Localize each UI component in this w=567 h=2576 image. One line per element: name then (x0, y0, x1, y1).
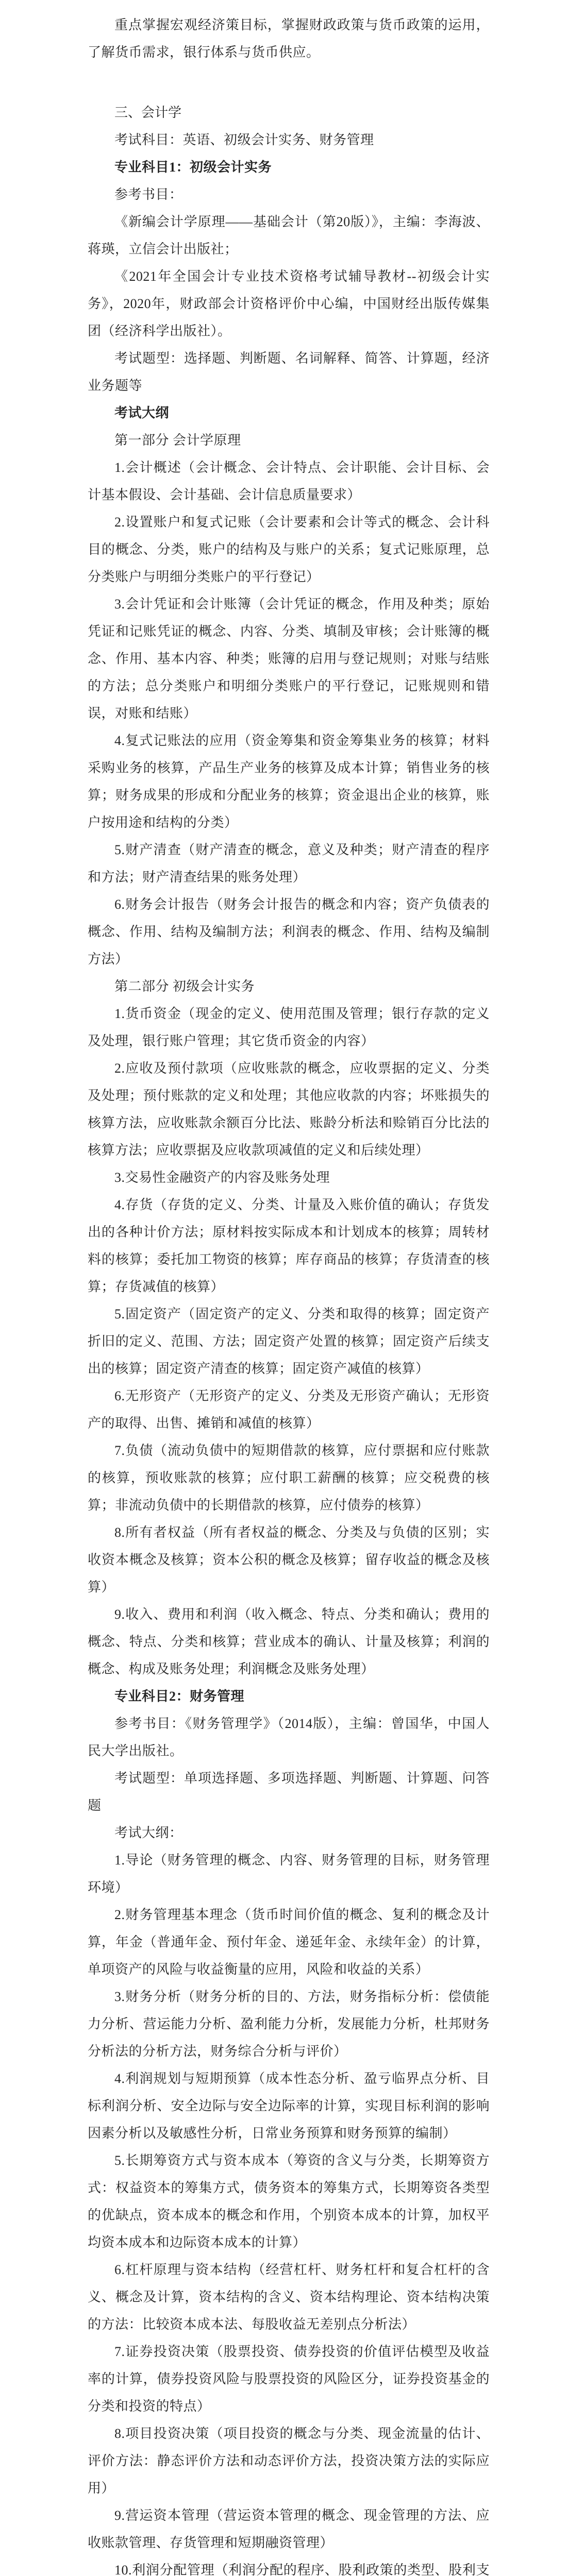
subheading: 考试大纲 (114, 405, 170, 420)
paragraph: 考试大纲： (114, 1825, 183, 1840)
paragraph: 1.会计概述（会计概念、会计特点、会计职能、会计目标、会计基本假设、会计基础、会计信息质量要求） (88, 460, 490, 502)
paragraph: 《2021年全国会计专业技术资格考试辅导教材--初级会计实务》，2020年，财政部会计资格评价中心编，中国财经出版传媒集团（经济科学出版社）。 (88, 269, 490, 338)
paragraph: 6.无形资产（无形资产的定义、分类及无形资产确认；无形资产的取得、出售、摊销和减值的核算） (88, 1388, 490, 1431)
paragraph: 7.证券投资决策（股票投资、债券投资的价值评估模型及收益率的计算，债券投资风险与股票投资的风险区分，证券投资基金的分类和投资的特点） (88, 2344, 490, 2414)
paragraph: 8.所有者权益（所有者权益的概念、分类及与负债的区别；实收资本概念及核算；资本公积的概念及核算；留存收益的概念及核算） (88, 1525, 490, 1595)
paragraph: 4.复式记账法的应用（资金筹集和资金筹集业务的核算；材料采购业务的核算，产品生产业务的核算及成本计算；销售业务的核算；财务成果的形成和分配业务的核算；资金退出企业的核算，账户按用途和结构的分类） (88, 733, 490, 830)
paragraph: 参考书目： (114, 187, 183, 202)
paragraph: 2.应收及预付款项（应收账款的概念，应收票据的定义、分类及处理；预付账款的定义和处理；其他应收款的内容；坏账损失的核算方法，应收账款余额百分比法、账龄分析法和赊销百分比法的核算方法；应收票据及应收款项减值的定义和后续处理） (88, 1061, 490, 1158)
paragraph: 参考书目：《财务管理学》（2014版），主编：曾国华，中国人民大学出版社。 (88, 1716, 490, 1758)
paragraph: 2.财务管理基本理念（货币时间价值的概念、复利的概念及计算，年金（普通年金、预付年金、递延年金、永续年金）的计算，单项资产的风险与收益衡量的应用，风险和收益的关系） (88, 1907, 490, 1977)
intro-paragraph: 重点掌握宏观经济策目标，掌握财政政策与货币政策的运用，了解货币需求，银行体系与货币供应。 (88, 18, 490, 60)
paragraph: 《新编会计学原理——基础会计（第20版）》，主编：李海波、蒋瑛，立信会计出版社； (88, 214, 490, 257)
paragraph: 3.交易性金融资产的内容及账务处理 (114, 1170, 330, 1185)
paragraph: 3.财务分析（财务分析的目的、方法，财务指标分析：偿债能力分析、营运能力分析、盈利能力分析，发展能力分析，杜邦财务分析法的分析方法，财务综合分析与评价） (88, 1989, 490, 2059)
paragraph: 6.财务会计报告（财务会计报告的概念和内容；资产负债表的概念、作用、结构及编制方法；利润表的概念、作用、结构及编制方法） (88, 897, 490, 967)
paragraph: 9.营运资本管理（营运资本管理的概念、现金管理的方法、应收账款管理、存货管理和短期融资管理） (88, 2508, 490, 2550)
paragraph: 4.存货（存货的定义、分类、计量及入账价值的确认；存货发出的各种计价方法；原材料按实际成本和计划成本的核算；周转材料的核算；委托加工物资的核算；库存商品的核算；存货清查的核算；存货减值的核算） (88, 1197, 490, 1294)
paragraph: 5.长期筹资方式与资本成本（筹资的含义与分类，长期筹资方式：权益资本的筹集方式，债务资本的筹集方式，长期筹资各类型的优缺点，资本成本的概念和作用，个别资本成本的计算，加权平均资本成本和边际资本成本的计算） (88, 2153, 490, 2250)
paragraph: 1.导论（财务管理的概念、内容、财务管理的目标，财务管理环境） (88, 1853, 490, 1895)
subheading: 专业科目1：初级会计实务 (114, 160, 272, 175)
paragraph: 2.设置账户和复式记账（会计要素和会计等式的概念、会计科目的概念、分类，账户的结构及与账户的关系；复式记账原理，总分类账户与明细分类账户的平行登记） (88, 515, 490, 584)
paragraph: 8.项目投资决策（项目投资的概念与分类、现金流量的估计、评价方法：静态评价方法和动态评价方法，投资决策方法的实际应用） (88, 2426, 490, 2496)
subheading: 专业科目2：财务管理 (114, 1689, 245, 1704)
paragraph: 5.固定资产（固定资产的定义、分类和取得的核算；固定资产折旧的定义、范围、方法；固定资产处置的核算；固定资产后续支出的核算；固定资产清查的核算；固定资产减值的核算） (88, 1307, 490, 1376)
section-heading: 三、会计学 (114, 105, 182, 120)
paragraph: 第二部分 初级会计实务 (114, 979, 255, 994)
paragraph: 6.杠杆原理与资本结构（经营杠杆、财务杠杆和复合杠杆的含义、概念及计算，资本结构的含义、资本结构理论、资本结构决策的方法：比较资本成本法、每股收益无差别点分析法） (88, 2262, 490, 2332)
paragraph: 考试题型：选择题、判断题、名词解释、简答、计算题，经济业务题等 (88, 351, 490, 393)
paragraph: 考试题型：单项选择题、多项选择题、判断题、计算题、问答题 (88, 1771, 490, 1813)
paragraph: 9.收入、费用和利润（收入概念、特点、分类和确认；费用的概念、特点、分类和核算；营业成本的确认、计量及核算；利润的概念、构成及账务处理；利润概念及账务处理） (88, 1607, 490, 1676)
paragraph: 5.财产清查（财产清查的概念，意义及种类；财产清查的程序和方法；财产清查结果的账务处理） (88, 842, 490, 885)
paragraph: 7.负债（流动负债中的短期借款的核算，应付票据和应付账款的核算，预收账款的核算；应付职工薪酬的核算；应交税费的核算；非流动负债中的长期借款的核算，应付债券的核算） (88, 1443, 490, 1513)
paragraph: 10.利润分配管理（利润分配的程序、股利政策的类型、股利支 (114, 2563, 490, 2576)
section-body (88, 126, 490, 2576)
paragraph: 考试科目：英语、初级会计实务、财务管理 (114, 132, 374, 147)
paragraph: 3.会计凭证和会计账簿（会计凭证的概念，作用及种类；原始凭证和记账凭证的概念、内容、分类、填制及审核；会计账簿的概念、作用、基本内容、种类；账簿的启用与登记规则；对账与结账的方法；总分类账户和明细分类账户的平行登记，记账规则和错误，对账和结账） (88, 597, 490, 721)
paragraph: 4.利润规划与短期预算（成本性态分析、盈亏临界点分析、目标利润分析、安全边际与安全边际率的计算，实现目标利润的影响因素分析以及敏感性分析，日常业务预算和财务预算的编制） (88, 2071, 490, 2141)
paragraph: 1.货币资金（现金的定义、使用范围及管理；银行存款的定义及处理，银行账户管理；其它货币资金的内容） (88, 1006, 490, 1048)
paragraph: 第一部分 会计学原理 (114, 433, 241, 448)
